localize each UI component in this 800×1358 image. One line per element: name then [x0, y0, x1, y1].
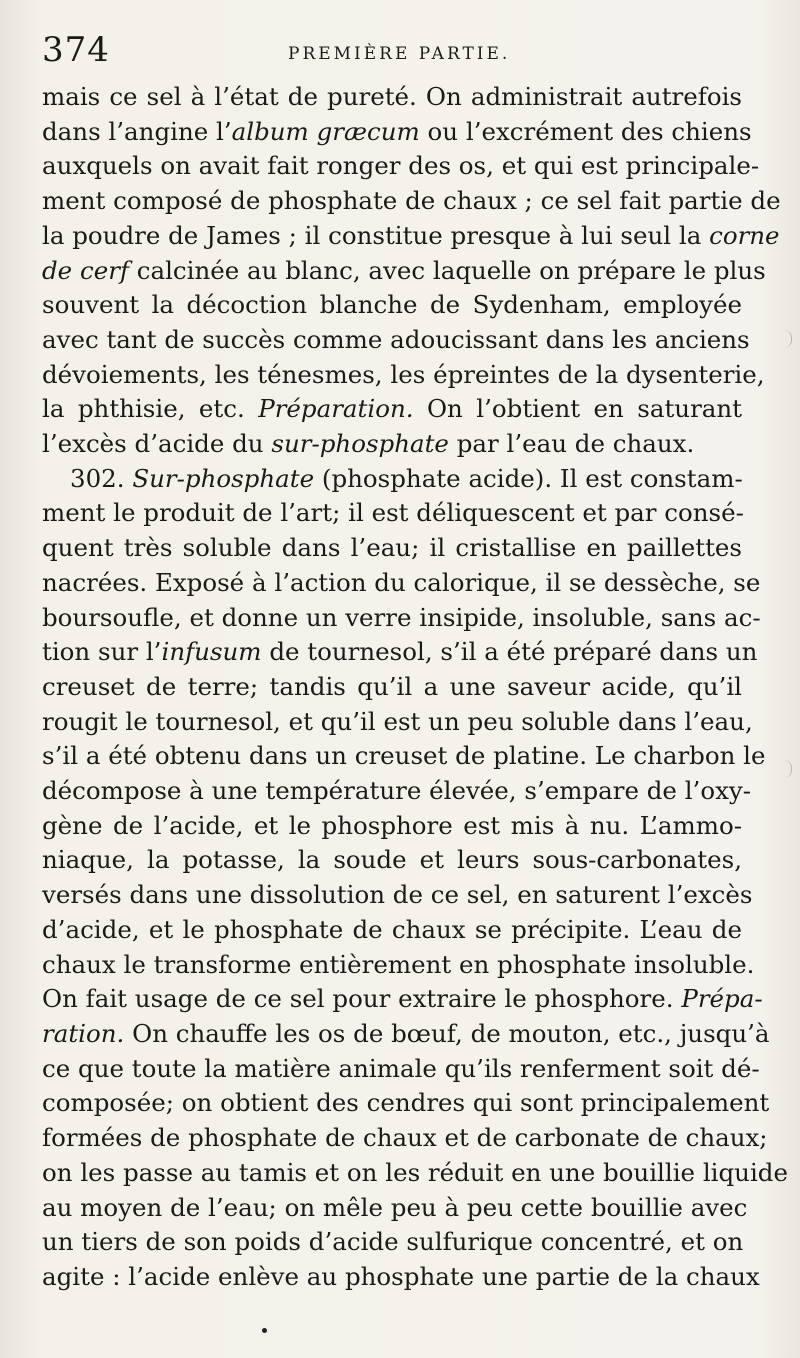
text-line: [42, 1086, 770, 1121]
text-segment: on les passe au tamis et on les réduit en une bouillie liquide: [42, 1157, 788, 1187]
ink-dot: [262, 1328, 267, 1333]
text-line: [42, 1121, 768, 1156]
text-line: [42, 1191, 748, 1226]
text-segment: ment le produit de l’art; il est déliquescent et par consé-: [42, 498, 744, 528]
italic-text: Préparation.: [258, 394, 414, 424]
text-line: [42, 392, 742, 427]
text-segment: creuset de terre; tandis qu’il a une saveur acide, qu’il: [42, 671, 742, 701]
italic-text: sur-phosphate: [271, 429, 449, 459]
text-line: [42, 323, 750, 358]
text-segment: quent très soluble dans l’eau; il cristallise en paillettes: [42, 533, 742, 563]
italic-text: ration.: [42, 1018, 125, 1048]
text-line: [42, 184, 781, 219]
italic-text: infusum: [161, 637, 262, 667]
text-segment: boursoufle, et donne un verre insipide, insoluble, sans ac-: [42, 602, 761, 632]
text-segment: rougit le tournesol, et qu’il est un peu soluble dans l’eau,: [42, 706, 753, 736]
text-line: [42, 115, 752, 150]
running-title: PREMIÈRE PARTIE.: [288, 44, 511, 64]
text-segment: au moyen de l’eau; on mêle peu à peu cette bouillie avec: [42, 1192, 748, 1222]
text-line: [42, 982, 763, 1017]
text-segment: ment composé de phosphate de chaux ; ce sel fait partie de: [42, 186, 781, 216]
italic-text: Prépa-: [681, 984, 763, 1014]
text-segment: On l’obtient en saturant: [413, 394, 743, 424]
page-header: [42, 30, 760, 74]
text-segment: calcinée au blanc, avec laquelle on prépare le plus: [128, 255, 766, 285]
text-segment: tion sur l’: [42, 637, 162, 667]
text-line: [42, 80, 742, 115]
text-segment: décompose à une température élevée, s’empare de l’oxy-: [42, 776, 752, 806]
text-line: [42, 358, 765, 393]
text-segment: 302.: [70, 463, 133, 493]
text-line: [42, 601, 761, 636]
text-segment: composée; on obtient des cendres qui sont principalement: [42, 1088, 770, 1118]
text-segment: nacrées. Exposé à l’action du calorique, il se dessèche, se: [42, 567, 761, 597]
text-line: [42, 809, 742, 844]
text-segment: agite : l’acide enlève au phosphate une partie de la chaux: [42, 1261, 760, 1291]
body-text: [42, 80, 788, 1295]
italic-text: Sur-phosphate: [132, 463, 315, 493]
text-line: [42, 705, 753, 740]
text-segment: l’excès d’acide du: [42, 429, 272, 459]
text-segment: (phosphate acide). Il est constam-: [314, 463, 743, 493]
text-line: [42, 739, 766, 774]
text-line: [42, 288, 742, 323]
text-segment: d’acide, et le phosphate de chaux se précipite. L’eau de: [42, 914, 742, 944]
text-segment: ou l’excrément des chiens: [419, 116, 752, 146]
text-line: [42, 254, 766, 289]
text-segment: s’il a été obtenu dans un creuset de platine. Le charbon le: [42, 741, 766, 771]
text-line: [42, 843, 742, 878]
text-segment: de tournesol, s’il a été préparé dans un: [261, 637, 758, 667]
text-line: [42, 1052, 760, 1087]
text-line: [42, 149, 760, 184]
text-segment: formées de phosphate de chaux et de carbonate de chaux;: [42, 1123, 768, 1153]
page-edge-mark: [783, 760, 792, 778]
text-segment: niaque, la potasse, la soude et leurs sous-carbonates,: [42, 845, 742, 875]
text-line: [42, 462, 742, 497]
text-segment: mais ce sel à l’état de pureté. On administrait autrefois: [42, 82, 742, 111]
text-segment: On fait usage de ce sel pour extraire le phosphore.: [42, 984, 682, 1014]
text-segment: chaux le transforme entièrement en phosphate insoluble.: [42, 949, 755, 979]
text-line: [42, 948, 755, 983]
text-segment: dévoiements, les ténesmes, les épreintes de la dysenterie,: [42, 359, 765, 389]
text-line: [42, 635, 758, 670]
text-line: [42, 219, 780, 254]
text-segment: On chauffe les os de bœuf, de mouton, etc., jusqu’à: [124, 1018, 770, 1048]
text-segment: par l’eau de chaux.: [448, 429, 695, 459]
text-segment: versés dans une dissolution de ce sel, en saturent l’excès: [42, 880, 753, 910]
text-line: [42, 774, 752, 809]
text-segment: un tiers de son poids d’acide sulfurique concentré, et on: [42, 1227, 744, 1257]
text-line: [42, 496, 742, 531]
text-line: [42, 1260, 760, 1295]
text-line: [42, 1225, 742, 1260]
text-segment: auxquels on avait fait ronger des os, et qui est principale-: [42, 151, 760, 181]
italic-text: corne: [709, 220, 780, 250]
page-edge-mark: [783, 330, 792, 348]
text-line: [42, 1156, 788, 1191]
text-line: [42, 1017, 770, 1052]
page-number: 374: [42, 30, 110, 70]
text-line: [42, 913, 742, 948]
text-line: [42, 427, 742, 462]
text-segment: la poudre de James ; il constitue presque à lui seul la: [42, 220, 710, 250]
text-segment: la phthisie, etc.: [42, 394, 259, 424]
italic-text: album græcum: [231, 116, 420, 146]
text-segment: ce que toute la matière animale qu’ils renferment soit dé-: [42, 1053, 760, 1083]
text-line: [42, 670, 742, 705]
text-line: [42, 878, 753, 913]
italic-text: de cerf: [42, 255, 129, 285]
text-line: [42, 566, 761, 601]
text-segment: avec tant de succès comme adoucissant dans les anciens: [42, 324, 750, 354]
text-segment: gène de l’acide, et le phosphore est mis à nu. L’ammo-: [42, 810, 742, 840]
text-segment: souvent la décoction blanche de Sydenham, employée: [42, 290, 742, 320]
text-line: [42, 531, 742, 566]
text-segment: dans l’angine l’: [42, 116, 232, 146]
